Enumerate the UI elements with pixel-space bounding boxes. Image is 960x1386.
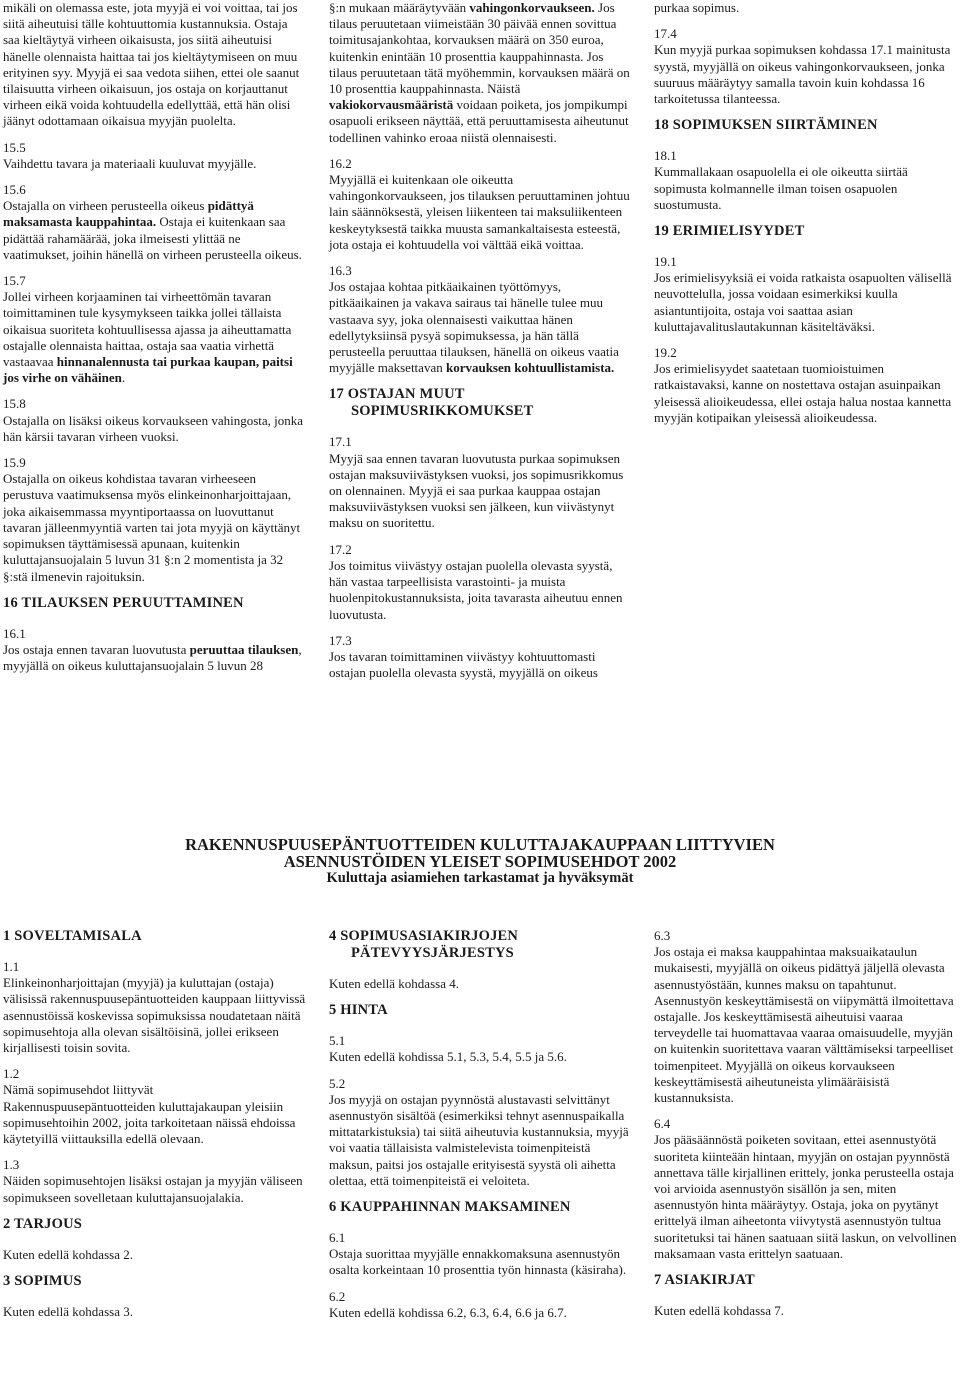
clause-number: 15.9	[3, 455, 26, 471]
clause	[654, 254, 958, 335]
clause-number: 16.1	[3, 625, 26, 641]
clause-emphasis: vakiokorvausmääristä	[329, 97, 454, 113]
clause-number: 16.2	[329, 155, 352, 171]
clause	[3, 1304, 307, 1320]
clause	[654, 1116, 958, 1262]
clause	[3, 182, 307, 263]
clause	[654, 148, 958, 213]
clause-text: Kuten edellä kohdassa 3.	[3, 1304, 133, 1320]
clause-text: Jos ostaja ei maksa kauppahintaa maksuaikataulun mukaisesti, myyjällä on oikeus pidättyä jäljellä olevasta asennustyöstään, kunnes maksu on tapahtunut. Asennustyön keskeyttämisestä on viipymättä ilmoitettava ostajalle. Jos keskeyttämisestä aiheutuisi vaaraa terveydelle tai huomattavaa vaaraa omaisuudelle, myyjän on kuitenkin suoritettava vaaran välttämiseksi tarpeelliset toimenpiteet. Myyjällä on oikeus korvaukseen keskeyttämisestä aiheutuneista ylimääräisistä kustannuksista.	[654, 944, 954, 1106]
clause-number: 5.1	[329, 1033, 346, 1049]
clause	[329, 434, 633, 531]
clause-number: 5.2	[329, 1075, 346, 1091]
clause-number: 17.2	[329, 541, 352, 557]
clause	[3, 273, 307, 386]
clause-text: Vaihdettu tavara ja materiaali kuuluvat myyjälle.	[3, 155, 257, 171]
clause-text: Ostajalla on virheen perusteella oikeus pidättyä maksamasta kauppahintaa. Ostaja ei kuitenkaan saa pidättää rahamäärää, joka ilmeisesti ylittää ne vaatimukset, joihin hänellä on virheen perusteella oikeus.	[3, 198, 302, 262]
clause-text: Jos ostajaa kohtaa pitkäaikainen työttömyys, pitkäaikainen ja vakava sairaus tai hänelle tulee muu vastaava syy, joka olennaisesti vaikuttaa hänen edellytyksiinsä pysyä sopimuksessa, ja hän tällä perusteella peruuttaa tilauksen, hänellä on oikeus vaatia myyjälle maksettavan korvauksen kohtuullistamista.	[329, 279, 619, 376]
section-heading: 7 ASIAKIRJAT	[654, 1272, 755, 1289]
clause-text: Jos toimitus viivästyy ostajan puolella olevasta syystä, hän vastaa tarpeellisista varastointi- ja muista huolenpitokustannuksista, joita tavarasta aiheutuu ennen luovutusta.	[329, 557, 623, 622]
clause-number: 6.4	[654, 1116, 671, 1132]
clause-emphasis: hinnanalennusta tai purkaa kaupan, paitsi jos virhe on vähäinen	[3, 354, 293, 386]
section-heading	[329, 386, 633, 420]
clause	[329, 1230, 633, 1279]
clause	[329, 633, 633, 682]
top-left-column	[3, 0, 307, 684]
clause-number: 15.6	[3, 182, 26, 198]
clause-number: 6.1	[329, 1230, 346, 1246]
clause	[3, 140, 307, 172]
clause-number: 6.2	[329, 1288, 346, 1304]
section-heading: 19 ERIMIELISYYDET	[654, 223, 805, 240]
clause	[3, 396, 307, 445]
clause	[329, 263, 633, 376]
clause	[3, 1247, 307, 1263]
clause-text: Ostajalla on lisäksi oikeus korvaukseen vahingosta, jonka hän kärsii tavaran virheen vuoksi.	[3, 412, 304, 444]
clause-number: 6.3	[654, 928, 671, 943]
section-heading-line: SOPIMUSRIKKOMUKSET	[351, 403, 534, 420]
title-line-2: ASENNUSTÖIDEN YLEISET SOPIMUSEHDOT 2002	[283, 852, 677, 871]
clause-text: purkaa sopimus.	[654, 0, 740, 15]
section-heading-line: 4 SOPIMUSASIAKIRJOJEN	[329, 928, 519, 944]
clause-text: Jos tavaran toimittaminen viivästyy kohtuuttomasti ostajan puolella olevasta syystä, myyjällä on oikeus	[329, 648, 598, 681]
section-heading: 2 TARJOUS	[3, 1215, 83, 1232]
clause-text: mikäli on olemassa este, jota myyjä ei voi voittaa, tai jos siitä aiheutuisi tälle kohtuuttomia kustannuksia. Ostaja saa kieltäytyä virheen oikaisusta, jos siitä aiheutuisi hänelle olennaista haittaa tai jos kieltäytymiseen on muu erityinen syy. Myyjä ei saa vedota siihen, ettei ole saanut tilaisuutta virheen oikaisuun, jos ostaja on korjauttanut virheen eikä voida kohtuudella edellyttää, että hän olisi jäänyt odottamaan oikaisua myyjän puolelta.	[3, 0, 300, 129]
clause-text: Jos pääsäännöstä poiketen sovitaan, ettei asennustyötä suoriteta kiinteään hintaan, myyjän on ostajan pyynnöstä annettava tälle kirjallinen erittely, jonka perusteella ostaja voi arvioida asennustyön sisällön ja sen, miten asennustyön hinta määräytyy. Ostaja, joka on pyytänyt erittelyä ilman aiheetonta viivytystä asennustyön tultua suoritetuksi tai hänen saatuaan siitä laskun, on velvollinen maksamaan vasta erittelyn saatuaan.	[654, 1132, 957, 1261]
bottom-middle-column	[329, 928, 633, 1331]
clause-number: 16.3	[329, 263, 352, 279]
clause-number: 15.7	[3, 273, 26, 289]
clause-text: Kun myyjä purkaa sopimuksen kohdassa 17.1 mainitusta syystä, myyjällä on oikeus vahingonkorvaukseen, jonka suuruus määräytyy samalla tavoin kuin kohdassa 16 tarkoitetussa tilanteessa.	[654, 42, 951, 107]
clause-text: Jos erimielisyyksiä ei voida ratkaista osapuolten välisellä neuvottelulla, jossa voidaan esimerkiksi kuulla asiantuntijoita, ostaja voi saattaa asian kuluttajavalituslautakunnan käsiteltäväksi.	[654, 270, 952, 334]
clause-emphasis: peruuttaa tilauksen	[189, 641, 299, 657]
bottom-right-column	[654, 928, 958, 1329]
title-subtitle: Kuluttaja asiamiehen tarkastamat ja hyväksymät	[326, 870, 634, 886]
clause	[3, 1157, 307, 1206]
title-line-1: RAKENNUSPUUSEPÄNTUOTTEIDEN KULUTTAJAKAUPPAAN LIITTYVIEN	[185, 835, 775, 854]
clause	[329, 156, 633, 253]
clause-text: Kummallakaan osapuolella ei ole oikeutta siirtää sopimusta kolmannelle ilman toisen osapuolen suostumusta.	[654, 164, 908, 212]
clause	[654, 0, 958, 16]
bottom-left-column	[3, 928, 307, 1330]
document-title	[0, 836, 960, 887]
clause-text: Jos myyjä on ostajan pyynnöstä alustavasti selvittänyt asennustyön sisältöä (esimerkiksi tehnyt asennuspaikalla mittatarkistuksia) tai siitä aiheutuvia kustannuksia, myyjä voi vaatia tällaisista valmistelevista toimenpiteistä maksun, paitsi jos ostajalle erityisestä syystä oli aihetta olettaa, että toimenpiteistä ei veloiteta.	[329, 1091, 629, 1188]
clause-text: Kuten edellä kohdassa 4.	[329, 976, 459, 991]
clause	[654, 928, 958, 1106]
clause-text: Jos erimielisyydet saatetaan tuomioistuimen ratkaistavaksi, kanne on nostettava ostajan asuinpaikan yleisessä alioikeudessa, ellei ostaja halua nostaa kannetta myyjän kotipaikan yleisessä alioikeudessa.	[654, 361, 952, 425]
clause-number: 15.5	[3, 139, 26, 155]
clause	[3, 626, 307, 675]
clause-emphasis: vahingonkorvaukseen.	[469, 0, 595, 15]
clause	[3, 959, 307, 1056]
top-right-column	[654, 0, 958, 436]
clause	[654, 26, 958, 107]
section-heading	[329, 928, 633, 962]
clause-text: Kuten edellä kohdissa 6.2, 6.3, 6.4, 6.6 ja 6.7.	[329, 1304, 567, 1320]
section-heading: 18 SOPIMUKSEN SIIRTÄMINEN	[654, 117, 878, 134]
clause-text: Elinkeinonharjoittajan (myyjä) ja kuluttajan (ostaja) välisissä rakennuspuusepäntuotteiden kauppaan liittyvissä asennustöissä koskevissa sopimuksissa noudatetaan näitä sopimusehtoja alla olevan sisältöisinä, jollei erikseen kirjallisesti toisin sovita.	[3, 975, 306, 1056]
clause-text: Ostaja suorittaa myyjälle ennakkomaksuna asennustyön osalta korkeintaan 10 prosenttia työn hinnasta (käsiraha).	[329, 1246, 627, 1278]
clause-number: 1.3	[3, 1157, 20, 1173]
clause-text: §:n mukaan määräytyvään vahingonkorvaukseen. Jos tilaus peruutetaan viimeistään 30 päivää ennen sovittua toimitusajankohtaa, korvauksen määrä on 350 euroa, kuitenkin enintään 10 prosenttia kauppahinnasta. Jos tilaus peruutetaan tätä myöhemmin, korvauksen määrä on 10 prosenttia kauppahinnasta. Näistä vakiokorvausmääristä voidaan poiketa, jos jompikumpi osapuoli erikseen näyttää, että peruuttamisesta aiheutunut todellinen vahinko eroaa niistä olennaisesti.	[329, 0, 630, 145]
clause	[3, 0, 307, 130]
clause-number: 19.1	[654, 254, 677, 270]
clause-text: Nämä sopimusehdot liittyvät Rakennuspuusepäntuotteiden kuluttajakaupan yleisiin sopimusehtoihin 2002, joita tarkoitetaan näissä ehdoissa käytetyillä viittauksilla edellä olevaan.	[3, 1082, 296, 1147]
clause-emphasis: korvauksen kohtuullistamista.	[445, 360, 615, 376]
clause	[329, 542, 633, 623]
clause	[329, 976, 633, 992]
clause-text: Myyjä saa ennen tavaran luovutusta purkaa sopimuksen ostajan maksuviivästyksen vuoksi, jos sopimusrikkomus on olennainen. Myyjä ei saa purkaa kauppaa ostajan maksuviivästyksen vuoksi sen jälkeen, kun viivästynyt maksu on suoritettu.	[329, 450, 624, 531]
clause	[3, 1066, 307, 1147]
clause	[654, 1303, 958, 1319]
section-heading-line: PÄTEVYYSJÄRJESTYS	[351, 945, 514, 961]
clause-text: Jos ostaja ennen tavaran luovutusta peruuttaa tilauksen, myyjällä on oikeus kuluttajansuojalain 5 luvun 28	[3, 641, 302, 674]
section-heading: 3 SOPIMUS	[3, 1273, 82, 1290]
clause-number: 1.1	[3, 959, 20, 974]
clause-text: Jollei virheen korjaaminen tai virheettömän tavaran toimittaminen tule kysymykseen taikka jollei tällaista oikaisua suoriteta kohtuullisessa ajassa ja aiheuttamatta ostajalle olennaista haittaa, ostaja saa vaatia virhettä vastaavaa hinnanalennusta tai purkaa kaupan, paitsi jos virhe on vähäinen.	[3, 289, 293, 386]
clause-number: 17.1	[329, 434, 352, 450]
top-middle-column	[329, 0, 633, 691]
section-heading: 6 KAUPPAHINNAN MAKSAMINEN	[329, 1199, 571, 1216]
clause-number: 19.2	[654, 345, 677, 361]
clause-emphasis: pidättyä maksamasta kauppahintaa.	[3, 198, 254, 230]
clause	[329, 0, 633, 146]
clause	[329, 1033, 633, 1065]
clause-number: 15.8	[3, 396, 26, 412]
clause-number: 17.4	[654, 26, 677, 42]
section-heading: 16 TILAUKSEN PERUUTTAMINEN	[3, 594, 244, 611]
section-heading-line: 17 OSTAJAN MUUT	[329, 386, 465, 403]
section-heading: 1 SOVELTAMISALA	[3, 928, 142, 944]
clause-text: Kuten edellä kohdassa 2.	[3, 1246, 133, 1262]
clause-number: 1.2	[3, 1066, 20, 1082]
clause-text: Kuten edellä kohdissa 5.1, 5.3, 5.4, 5.5 ja 5.6.	[329, 1049, 567, 1065]
clause-text: Näiden sopimusehtojen lisäksi ostajan ja myyjän väliseen sopimukseen sovelletaan kuluttajansuojalakia.	[3, 1173, 303, 1205]
section-heading: 5 HINTA	[329, 1002, 388, 1019]
clause	[329, 1076, 633, 1189]
clause-number: 17.3	[329, 632, 352, 648]
clause	[3, 455, 307, 585]
clause-text: Myyjällä ei kuitenkaan ole oikeutta vahingonkorvaukseen, jos tilauksen peruuttaminen johtuu lain säännöksestä, yleisen liikenteen tai maksuliikenteen keskeytyksestä taikka muusta samankaltaisesta esteestä, jota ostaja ei kohtuudella voi välttää eikä voittaa.	[329, 172, 630, 252]
clause-text: Ostajalla on oikeus kohdistaa tavaran virheeseen perustuva vaatimuksensa myös elinkeinonharjoittajaan, joka aikaisemmassa myyntiportaassa on luovuttanut tavaran jälleenmyyntiä varten tai jota myyjä on käyttänyt sopimuksen täyttämisessä apunaan, kuitenkin kuluttajansuojalain 5 luvun 31 §:n 2 momentista ja 32 §:stä ilmenevin rajoituksin.	[3, 471, 301, 584]
clause	[654, 345, 958, 426]
clause-number: 18.1	[654, 148, 677, 164]
clause-text: Kuten edellä kohdassa 7.	[654, 1303, 784, 1319]
clause	[329, 1289, 633, 1321]
